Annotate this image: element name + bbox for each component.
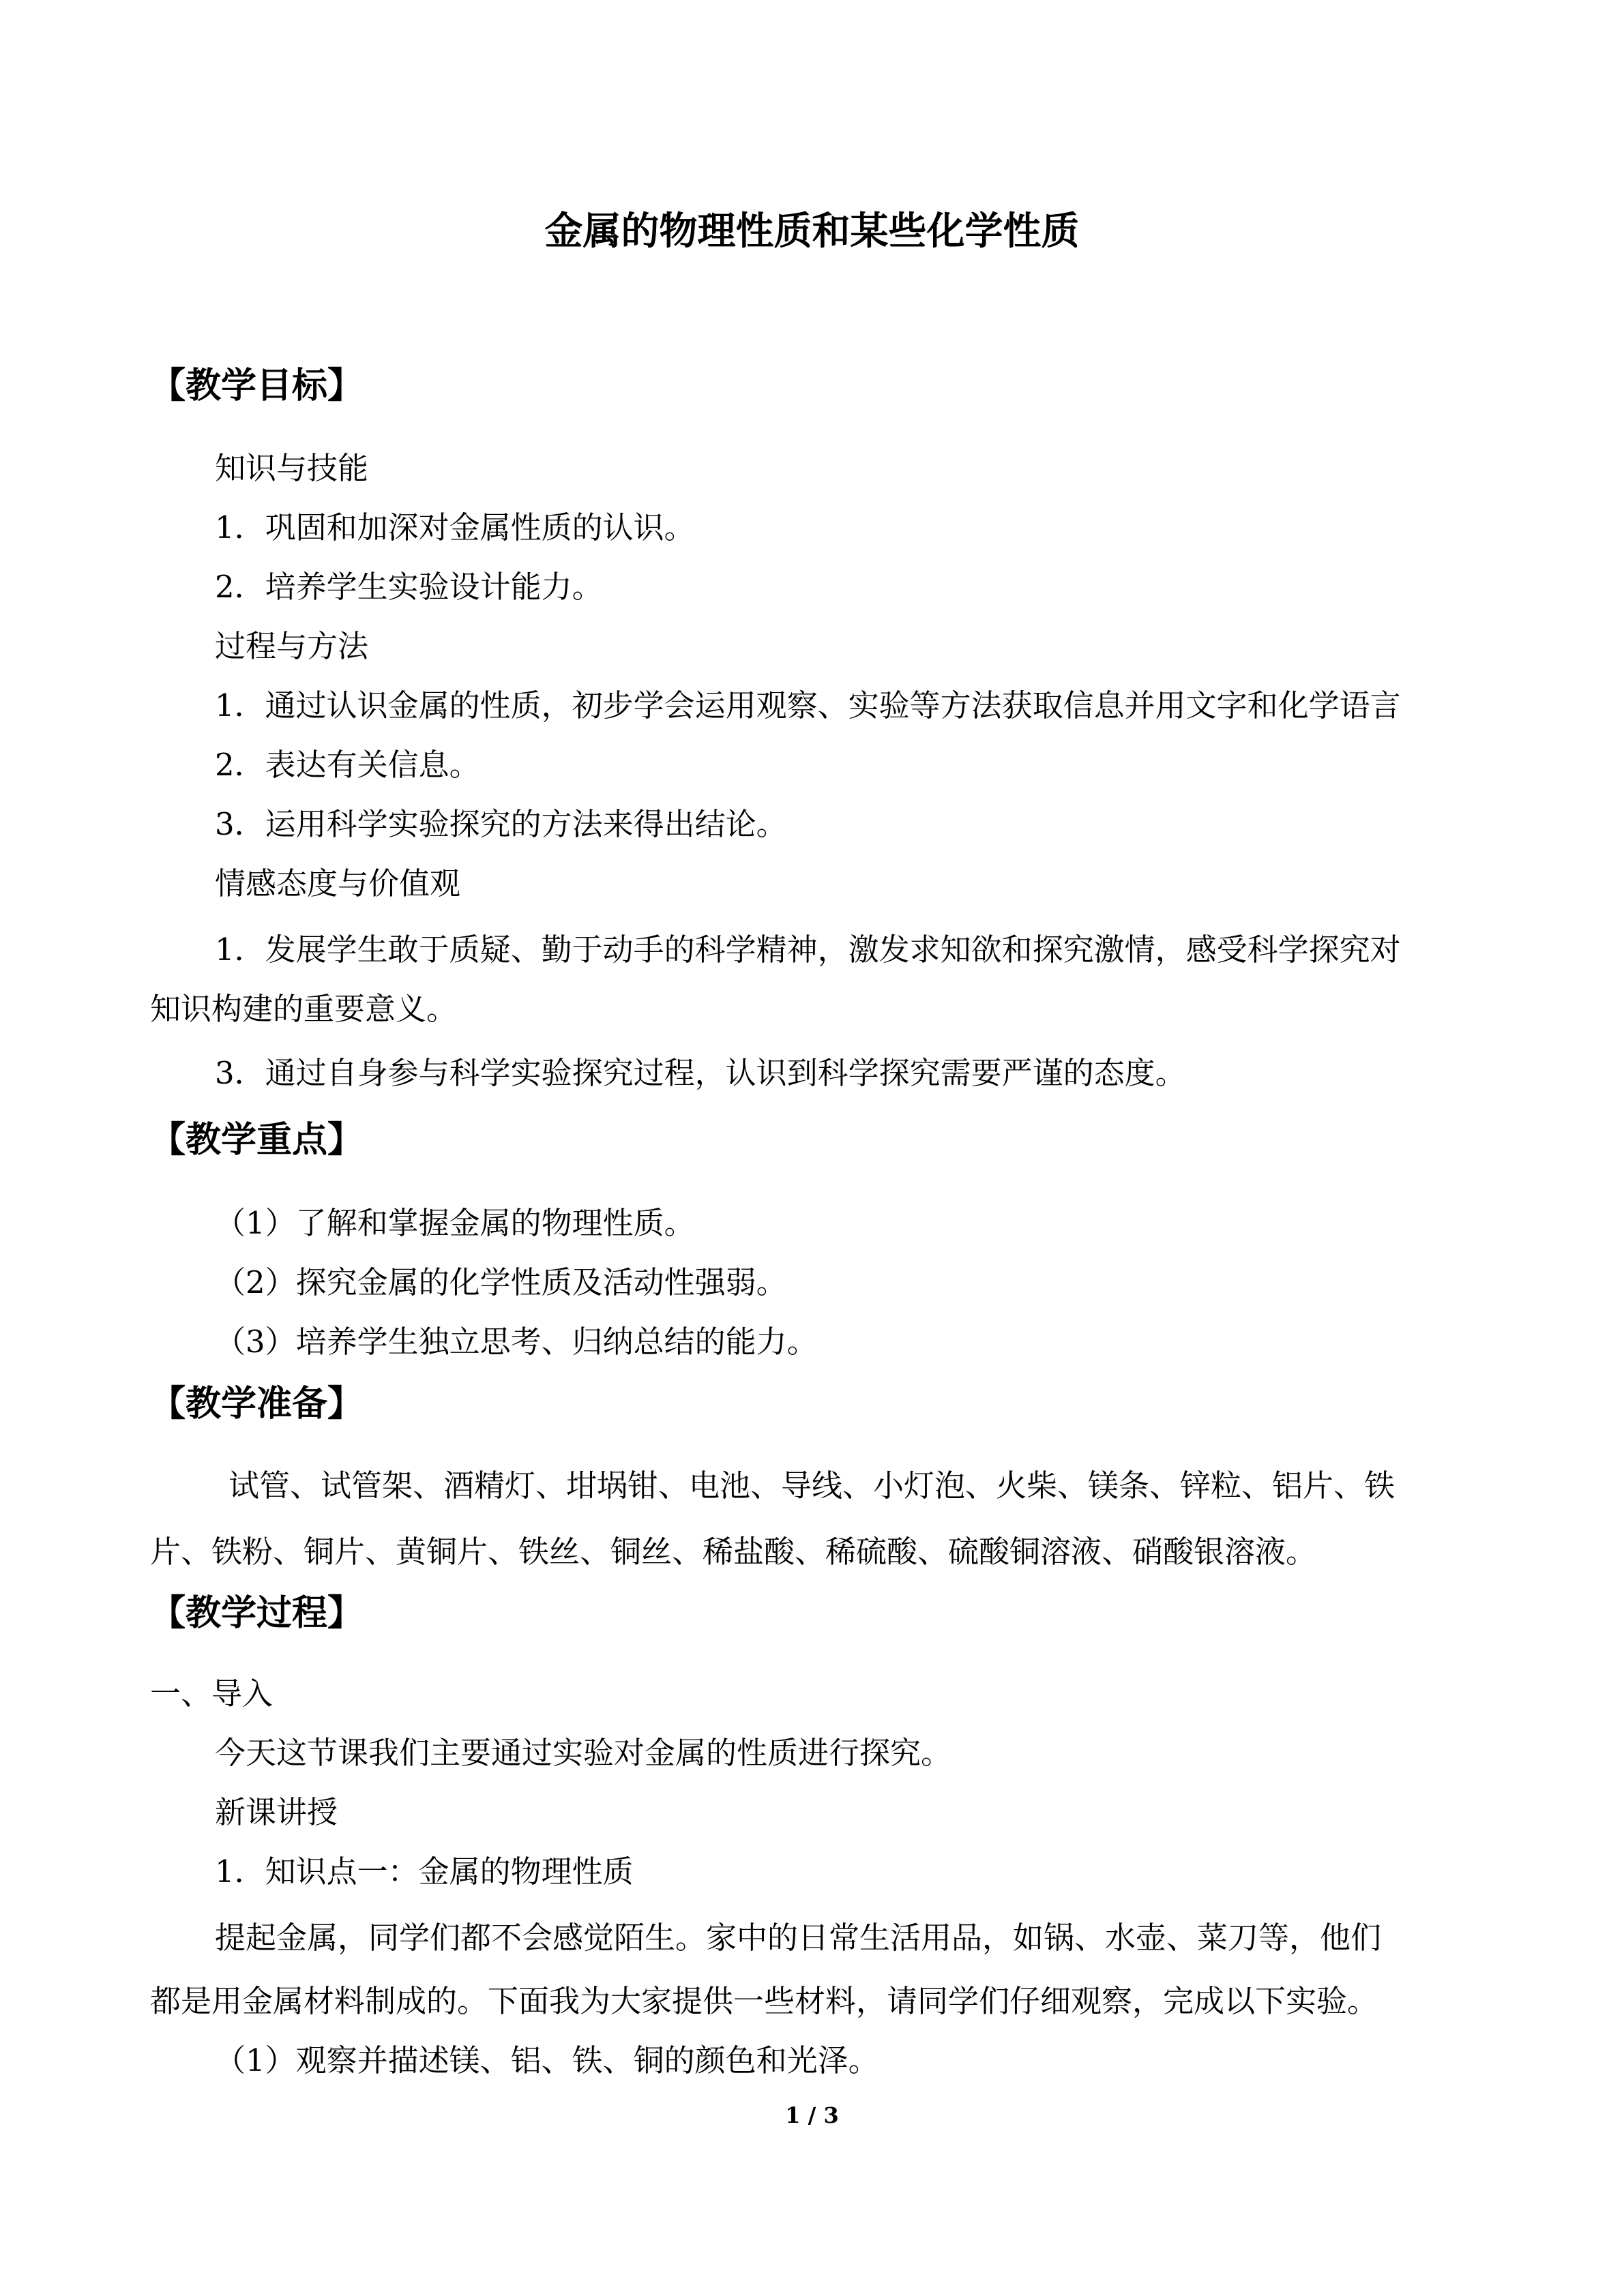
document-title: 金属的物理性质和某些化学性质 <box>544 209 1080 254</box>
text-line: 一、导入 <box>150 1675 274 1712</box>
text-line: （3）培养学生独立思考、归纳总结的能力。 <box>215 1324 818 1360</box>
text-line: 1．通过认识金属的性质，初步学会运用观察、实验等方法获取信息并用文字和化学语言 <box>215 687 1401 724</box>
text-line: 3．运用科学实验探究的方法来得出结论。 <box>215 806 787 842</box>
subheading-process-method: 过程与方法 <box>215 628 369 664</box>
text-line: （1）观察并描述镁、铝、铁、铜的颜色和光泽。 <box>215 2042 879 2078</box>
text-line: 提起金属，同学们都不会感觉陌生。家中的日常生活用品，如锅、水壶、菜刀等，他们 <box>215 1920 1382 1956</box>
text-line: 新课讲授 <box>215 1794 338 1830</box>
text-line: （1）了解和掌握金属的物理性质。 <box>215 1205 695 1241</box>
text-line: 1．知识点一：金属的物理性质 <box>215 1853 634 1890</box>
text-line: 今天这节课我们主要通过实验对金属的性质进行探究。 <box>215 1735 952 1771</box>
section-heading-process: 【教学过程】 <box>150 1593 364 1634</box>
page-number: 1 / 3 <box>785 2102 839 2128</box>
section-heading-preparation: 【教学准备】 <box>150 1384 364 1425</box>
section-heading-objectives: 【教学目标】 <box>150 366 364 406</box>
text-line: （2）探究金属的化学性质及活动性强弱。 <box>215 1264 787 1300</box>
section-heading-key-points: 【教学重点】 <box>150 1120 364 1161</box>
text-line: 1．发展学生敢于质疑、勤于动手的科学精神，激发求知欲和探究激情，感受科学探究对 <box>215 931 1401 968</box>
text-line: 都是用金属材料制成的。下面我为大家提供一些材料，请同学们仔细观察，完成以下实验。 <box>150 1983 1378 2019</box>
text-line: 知识构建的重要意义。 <box>150 991 458 1027</box>
text-line: 2．表达有关信息。 <box>215 747 480 783</box>
subheading-attitude-values: 情感态度与价值观 <box>215 865 461 901</box>
text-line: 1．巩固和加深对金属性质的认识。 <box>215 509 695 546</box>
text-line: 2．培养学生实验设计能力。 <box>215 569 603 605</box>
subheading-knowledge-skills: 知识与技能 <box>215 450 369 486</box>
text-line: 3．通过自身参与科学实验探究过程，认识到科学探究需要严谨的态度。 <box>215 1055 1186 1091</box>
text-line: 片、铁粉、铜片、黄铜片、铁丝、铜丝、稀盐酸、稀硫酸、硫酸铜溶液、硝酸银溶液。 <box>150 1534 1317 1570</box>
text-line: 试管、试管架、酒精灯、坩埚钳、电池、导线、小灯泡、火柴、镁条、锌粒、铝片、铁 <box>228 1467 1396 1504</box>
